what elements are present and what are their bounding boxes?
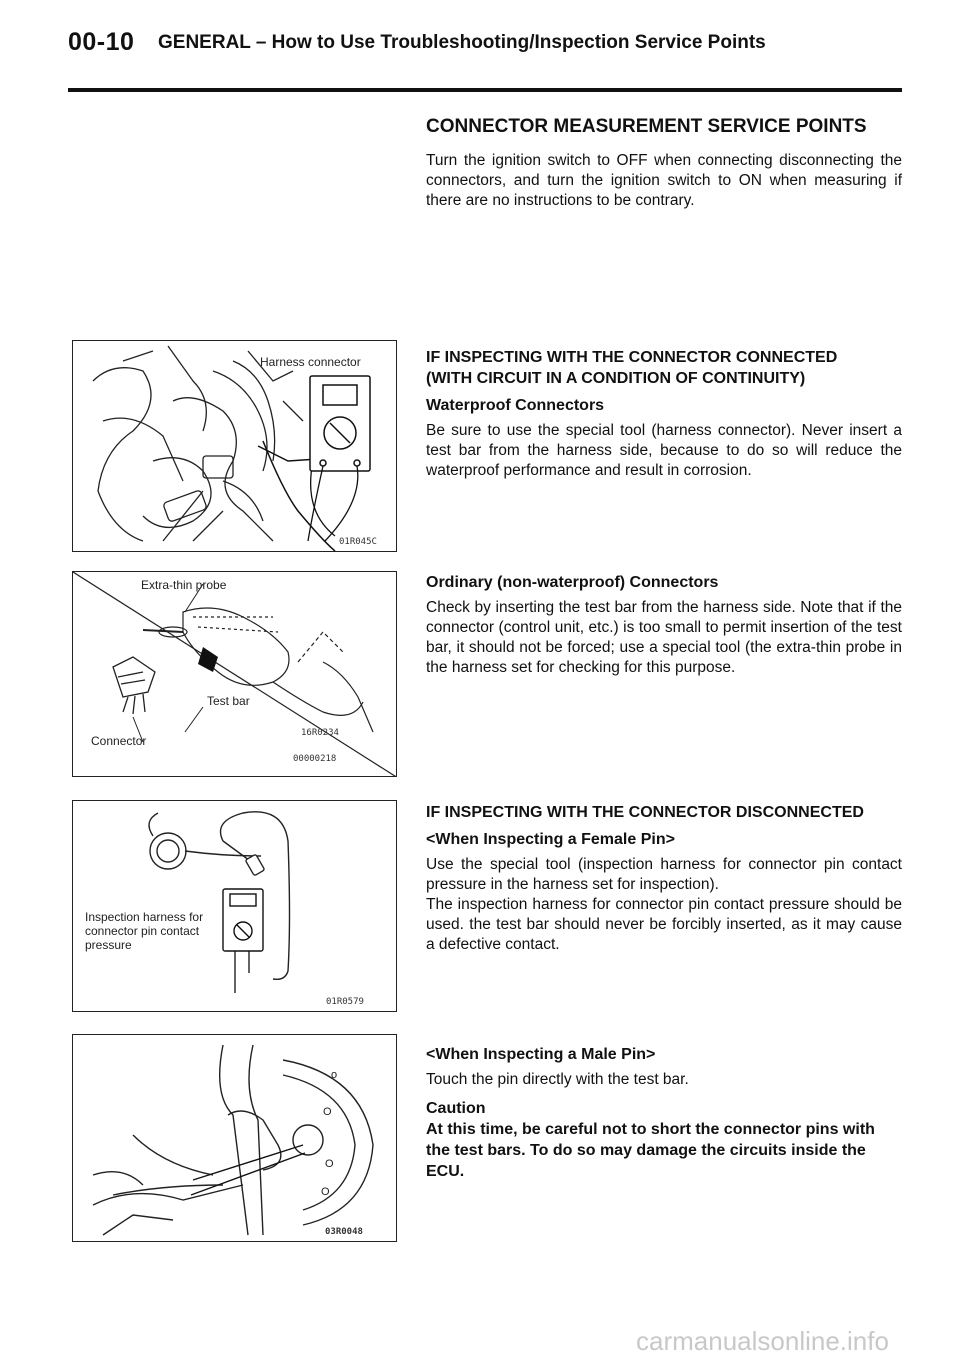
female-pin-text2: The inspection harness for connector pin contact pressure should be used. the test bar should never be forcibly inserted, as it may cause a defective contact. xyxy=(426,896,902,953)
page-title: GENERAL – How to Use Troubleshooting/Inspection Service Points xyxy=(158,32,766,53)
main-title: CONNECTOR MEASUREMENT SERVICE POINTS xyxy=(426,116,867,137)
section1-title-line1: IF INSPECTING WITH THE CONNECTOR CONNECTED xyxy=(426,349,838,366)
female-pin-title: <When Inspecting a Female Pin> xyxy=(426,831,675,848)
harness-connector-label: Harness connector xyxy=(260,355,361,369)
extra-thin-probe-label: Extra-thin probe xyxy=(141,578,227,592)
figure-harness-connector xyxy=(72,340,397,552)
harness-connector-illustration xyxy=(73,341,397,552)
figure-code-1: 16R0234 xyxy=(301,728,339,738)
figure-code: 01R0579 xyxy=(326,997,364,1007)
section-connected xyxy=(426,347,902,481)
section1-title-line2: (WITH CIRCUIT IN A CONDITION OF CONTINUITY) xyxy=(426,370,806,387)
svg-text:o: o xyxy=(331,1069,338,1081)
section-ordinary xyxy=(426,572,902,678)
male-pin-text: Touch the pin directly with the test bar. xyxy=(426,1071,689,1088)
section-disconnected xyxy=(426,802,902,955)
ordinary-title: Ordinary (non-waterproof) Connectors xyxy=(426,574,719,591)
svg-text:O: O xyxy=(323,1106,332,1118)
main-title-block xyxy=(426,115,902,211)
inspection-harness-label: Inspection harness for connector pin contact pressure xyxy=(85,910,204,952)
watermark: carmanualsonline.info xyxy=(636,1326,889,1356)
male-pin-title: <When Inspecting a Male Pin> xyxy=(426,1046,656,1063)
waterproof-text: Be sure to use the special tool (harness connector). Never insert a test bar from the harness side, because to do so will reduce the waterproof performance and result in corrosion. xyxy=(426,422,902,479)
waterproof-title: Waterproof Connectors xyxy=(426,397,605,414)
header-rule xyxy=(68,88,902,92)
multimeter-icon xyxy=(223,889,263,951)
section2-title: IF INSPECTING WITH THE CONNECTOR DISCONNECTED xyxy=(426,804,864,821)
figure-inspection-harness xyxy=(72,800,397,1012)
figure-code: 03R0048 xyxy=(325,1227,363,1237)
caution-title: Caution xyxy=(426,1100,486,1117)
male-pin-check-illustration xyxy=(73,1035,397,1242)
caution-text: At this time, be careful not to short the connector pins with the test bars. To do so may damage the circuits inside the ECU. xyxy=(426,1121,875,1180)
intro-paragraph: Turn the ignition switch to OFF when connecting disconnecting the connectors, and turn the ignition switch to ON when measuring if there are no instructions to be contrary. xyxy=(426,152,902,209)
svg-text:O: O xyxy=(325,1158,334,1170)
figure-extra-thin-probe xyxy=(72,571,397,777)
ordinary-text: Check by inserting the test bar from the harness side. Note that if the connector (control unit, etc.) is too small to permit insertion of the test bar, it should not be forced; use a special tool (the extra-thin probe in the harness set for checking for this purpose. xyxy=(426,599,902,676)
connector-icon xyxy=(113,657,155,714)
figure-male-pin-check xyxy=(72,1034,397,1242)
page-header xyxy=(68,28,902,92)
female-pin-text1: Use the special tool (inspection harness for connector pin contact pressure in the harness set for inspection). xyxy=(426,856,902,893)
multimeter-icon xyxy=(310,376,370,471)
connector-label: Connector xyxy=(91,734,147,748)
figure-code: 01R045C xyxy=(339,537,377,547)
test-bar-label: Test bar xyxy=(207,694,250,708)
svg-text:O: O xyxy=(321,1186,330,1198)
figure-code-2: 00000218 xyxy=(293,754,337,764)
section-male-pin xyxy=(426,1044,902,1182)
inspection-harness-illustration xyxy=(73,801,397,1012)
page-number: 00-10 xyxy=(68,28,135,56)
